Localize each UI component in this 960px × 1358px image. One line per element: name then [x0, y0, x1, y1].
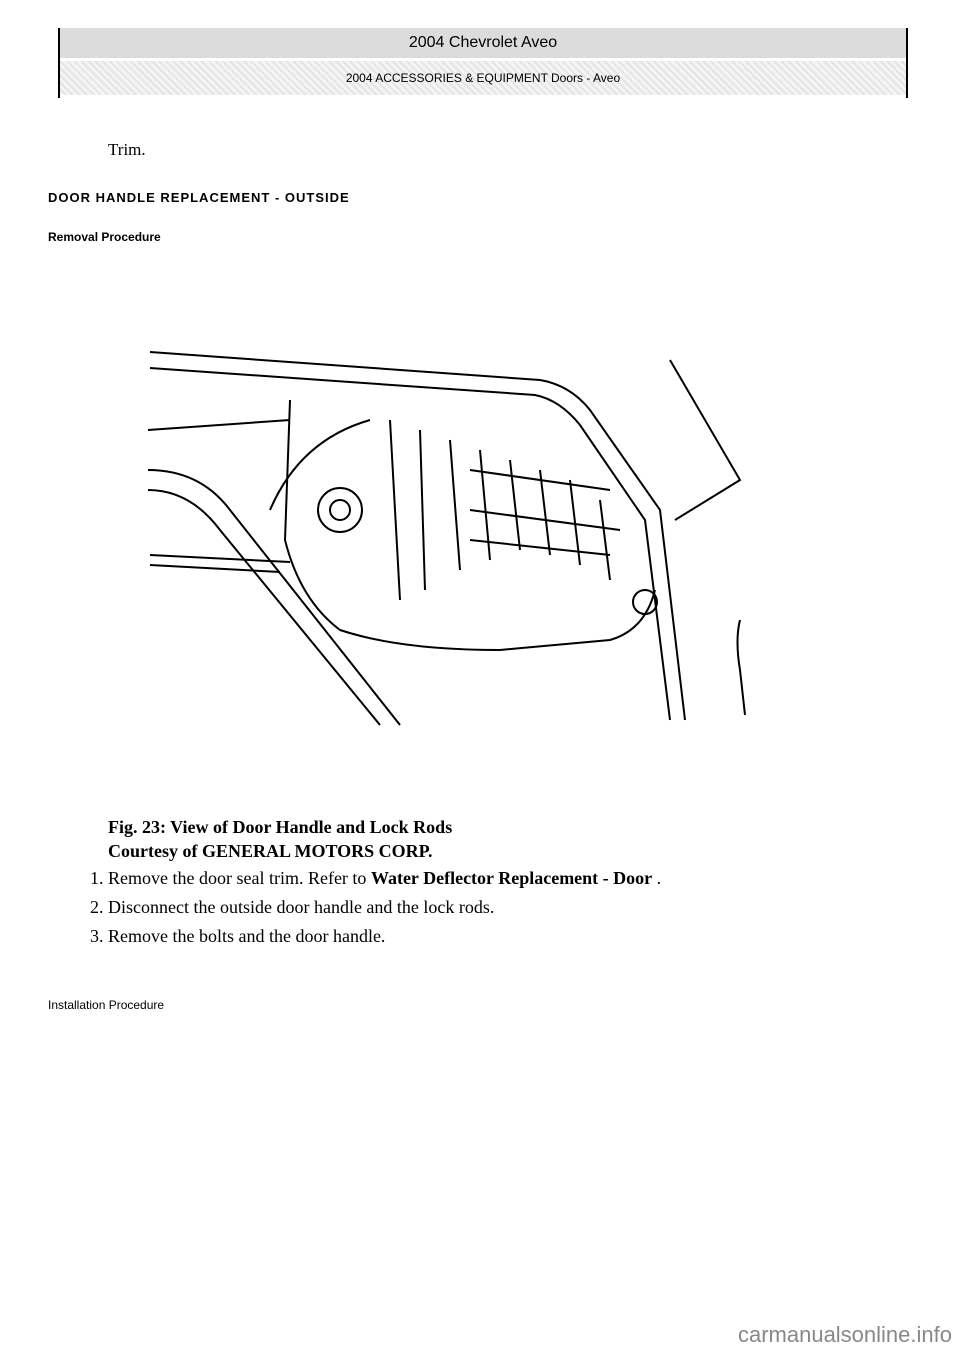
figure-caption: Fig. 23: View of Door Handle and Lock Rods	[108, 817, 453, 837]
header-subtitle: 2004 ACCESSORIES & EQUIPMENT Doors - Aveo	[60, 61, 906, 95]
section-title: DOOR HANDLE REPLACEMENT - OUTSIDE	[48, 190, 350, 205]
header-title: 2004 Chevrolet Aveo	[60, 28, 906, 58]
door-handle-illustration	[140, 340, 760, 730]
step-item: 3. Remove the bolts and the door handle.	[108, 926, 661, 947]
figure-caption-block	[108, 815, 452, 863]
step-item: 2. Disconnect the outside door handle and the lock rods.	[108, 897, 661, 918]
installation-heading: Installation Procedure	[48, 998, 165, 1012]
trim-text: Trim.	[108, 140, 146, 159]
step-item: 1. Remove the door seal trim. Refer to Water Deflector Replacement - Door .	[108, 868, 661, 889]
figure-courtesy: Courtesy of GENERAL MOTORS CORP.	[108, 841, 433, 861]
watermark: carmanualsonline.info	[737, 1322, 952, 1347]
page-header	[58, 28, 908, 98]
removal-heading: Removal Procedure	[48, 230, 161, 244]
removal-steps	[60, 868, 661, 955]
water-deflector-link[interactable]: Water Deflector Replacement - Door	[370, 868, 653, 888]
